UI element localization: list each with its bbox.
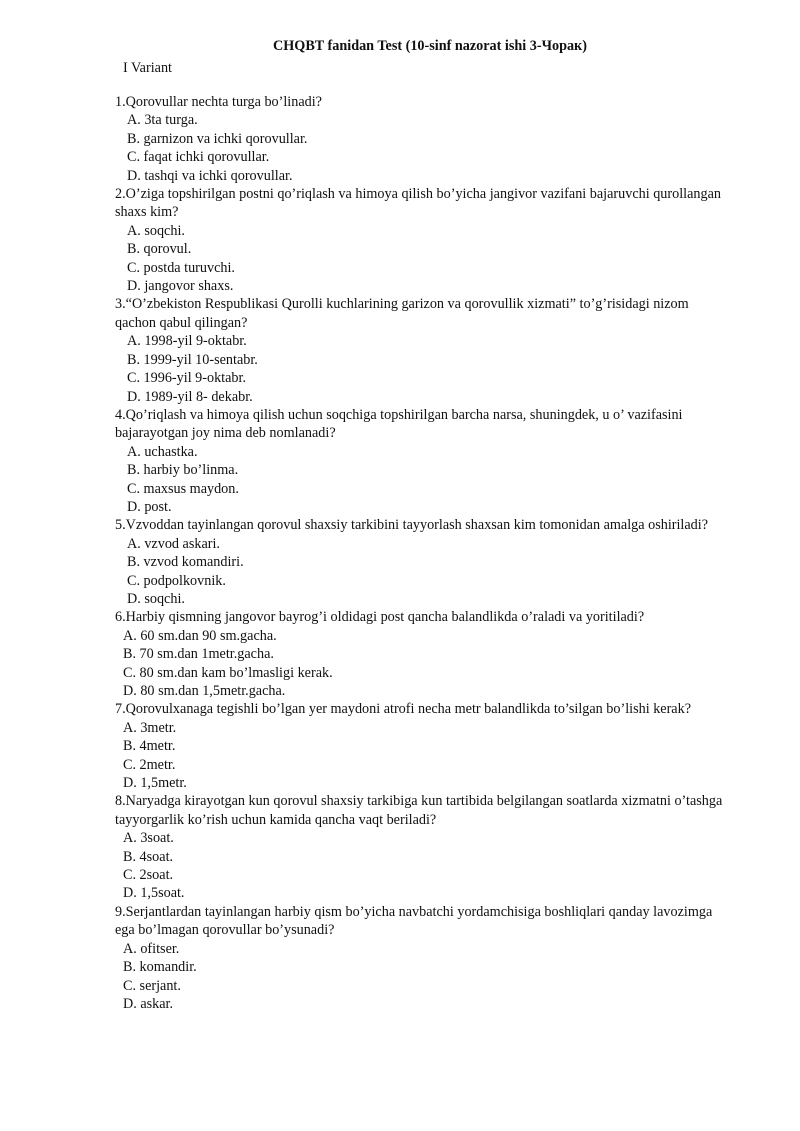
question-text: 9.Serjantlardan tayinlangan harbiy qism bo’yicha navbatchi yordamchisiga boshliqlari qanday lavozimga ega bo’lmagan qorovullar bo’ysunadi? (115, 903, 713, 939)
answer-option: C. serjant. (123, 977, 181, 994)
answer-option: C. podpolkovnik. (127, 572, 226, 589)
question-text: 3.“O’zbekiston Respublikasi Qurolli kuchlarining garizon va qorovullik xizmati” to’g’risidagi nizom qachon qabul qilingan? (115, 296, 689, 331)
answer-option: B. 4metr. (123, 738, 176, 755)
question-item (115, 295, 730, 405)
answer-option: B. komandir. (123, 959, 197, 976)
answer-option: A. ofitser. (123, 940, 180, 957)
answer-option: B. harbiy bo’linma. (127, 462, 239, 479)
answer-option: C. 1996-yil 9-oktabr. (127, 370, 247, 387)
question-text: 1.Qorovullar nechta turga bo’linadi? (115, 94, 322, 110)
answer-option: C. faqat ichki qorovullar. (127, 149, 270, 166)
answer-option: D. 1,5metr. (123, 775, 187, 792)
answer-option: A. soqchi. (127, 222, 185, 239)
question-item (115, 185, 730, 295)
answer-option: D. tashqi va ichki qorovullar. (127, 167, 293, 184)
answer-option: A. 1998-yil 9-oktabr. (127, 333, 247, 350)
answer-option: C. 2metr. (123, 756, 176, 773)
answer-option: B. 4soat. (123, 848, 174, 865)
answer-option: A. 3soat. (123, 830, 174, 847)
answer-option: C. 80 sm.dan kam bo’lmasligi kerak. (123, 664, 333, 681)
document-title: CHQBT fanidan Test (10-sinf nazorat ishi 3-Чорак) (273, 38, 587, 54)
answer-option: A. 3metr. (123, 719, 177, 736)
question-item (115, 792, 730, 902)
answer-option: D. 1989-yil 8- dekabr. (127, 388, 253, 405)
answer-option: A. uchastka. (127, 443, 198, 460)
answer-option: A. 60 sm.dan 90 sm.gacha. (123, 627, 277, 644)
answer-option: D. askar. (123, 995, 174, 1012)
answer-option: B. 1999-yil 10-sentabr. (127, 351, 258, 368)
question-item (115, 93, 730, 185)
question-item (115, 516, 730, 608)
question-text: 7.Qorovulxanaga tegishli bo’lgan yer maydoni atrofi necha metr balandlikda to’silgan bo’lishi kerak? (115, 701, 691, 718)
answer-option: D. 1,5soat. (123, 885, 185, 902)
variant-label: I Variant (123, 60, 172, 76)
answer-option: D. soqchi. (127, 590, 185, 607)
answer-option: C. postda turuvchi. (127, 259, 235, 276)
answer-option: A. 3ta turga. (127, 112, 198, 129)
answer-option: B. qorovul. (127, 241, 192, 258)
answer-option: D. post. (127, 498, 172, 515)
answer-option: C. 2soat. (123, 867, 174, 884)
question-item (115, 700, 730, 792)
question-item (115, 903, 730, 1013)
question-text: 2.O’ziga topshirilgan postni qo’riqlash va himoya qilish bo’yicha jangivor vazifani bajaruvchi qurollangan shaxs kim? (115, 186, 721, 221)
answer-option: C. maxsus maydon. (127, 480, 239, 497)
answer-option: B. 70 sm.dan 1metr.gacha. (123, 646, 274, 663)
question-item (115, 608, 730, 700)
answer-option: D. 80 sm.dan 1,5metr.gacha. (123, 683, 286, 699)
question-item (115, 406, 730, 516)
question-text: 8.Naryadga kirayotgan kun qorovul shaxsiy tarkibiga kun tartibida belgilangan soatlarda xizmatni o’tashga tayyorgarlik ko’rish uchun kamida qancha vaqt beriladi? (115, 793, 723, 828)
answer-option: B. vzvod komandiri. (127, 554, 244, 571)
question-text: 4.Qo’riqlash va himoya qilish uchun soqchiga topshirilgan barcha narsa, shuningdek, u o’ vazifasini bajarayotgan joy nima deb nomlanadi? (115, 406, 683, 442)
answer-option: A. vzvod askari. (127, 535, 220, 552)
answer-option: B. garnizon va ichki qorovullar. (127, 130, 308, 147)
question-text: 5.Vzvoddan tayinlangan qorovul shaxsiy tarkibini tayyorlash shaxsan kim tomonidan amalga oshiriladi? (115, 517, 708, 534)
answer-option: D. jangovor shaxs. (127, 278, 234, 295)
question-list (115, 93, 730, 1013)
question-text: 6.Harbiy qismning jangovor bayrog’i oldidagi post qancha balandlikda o’raladi va yoritiladi? (115, 609, 645, 626)
